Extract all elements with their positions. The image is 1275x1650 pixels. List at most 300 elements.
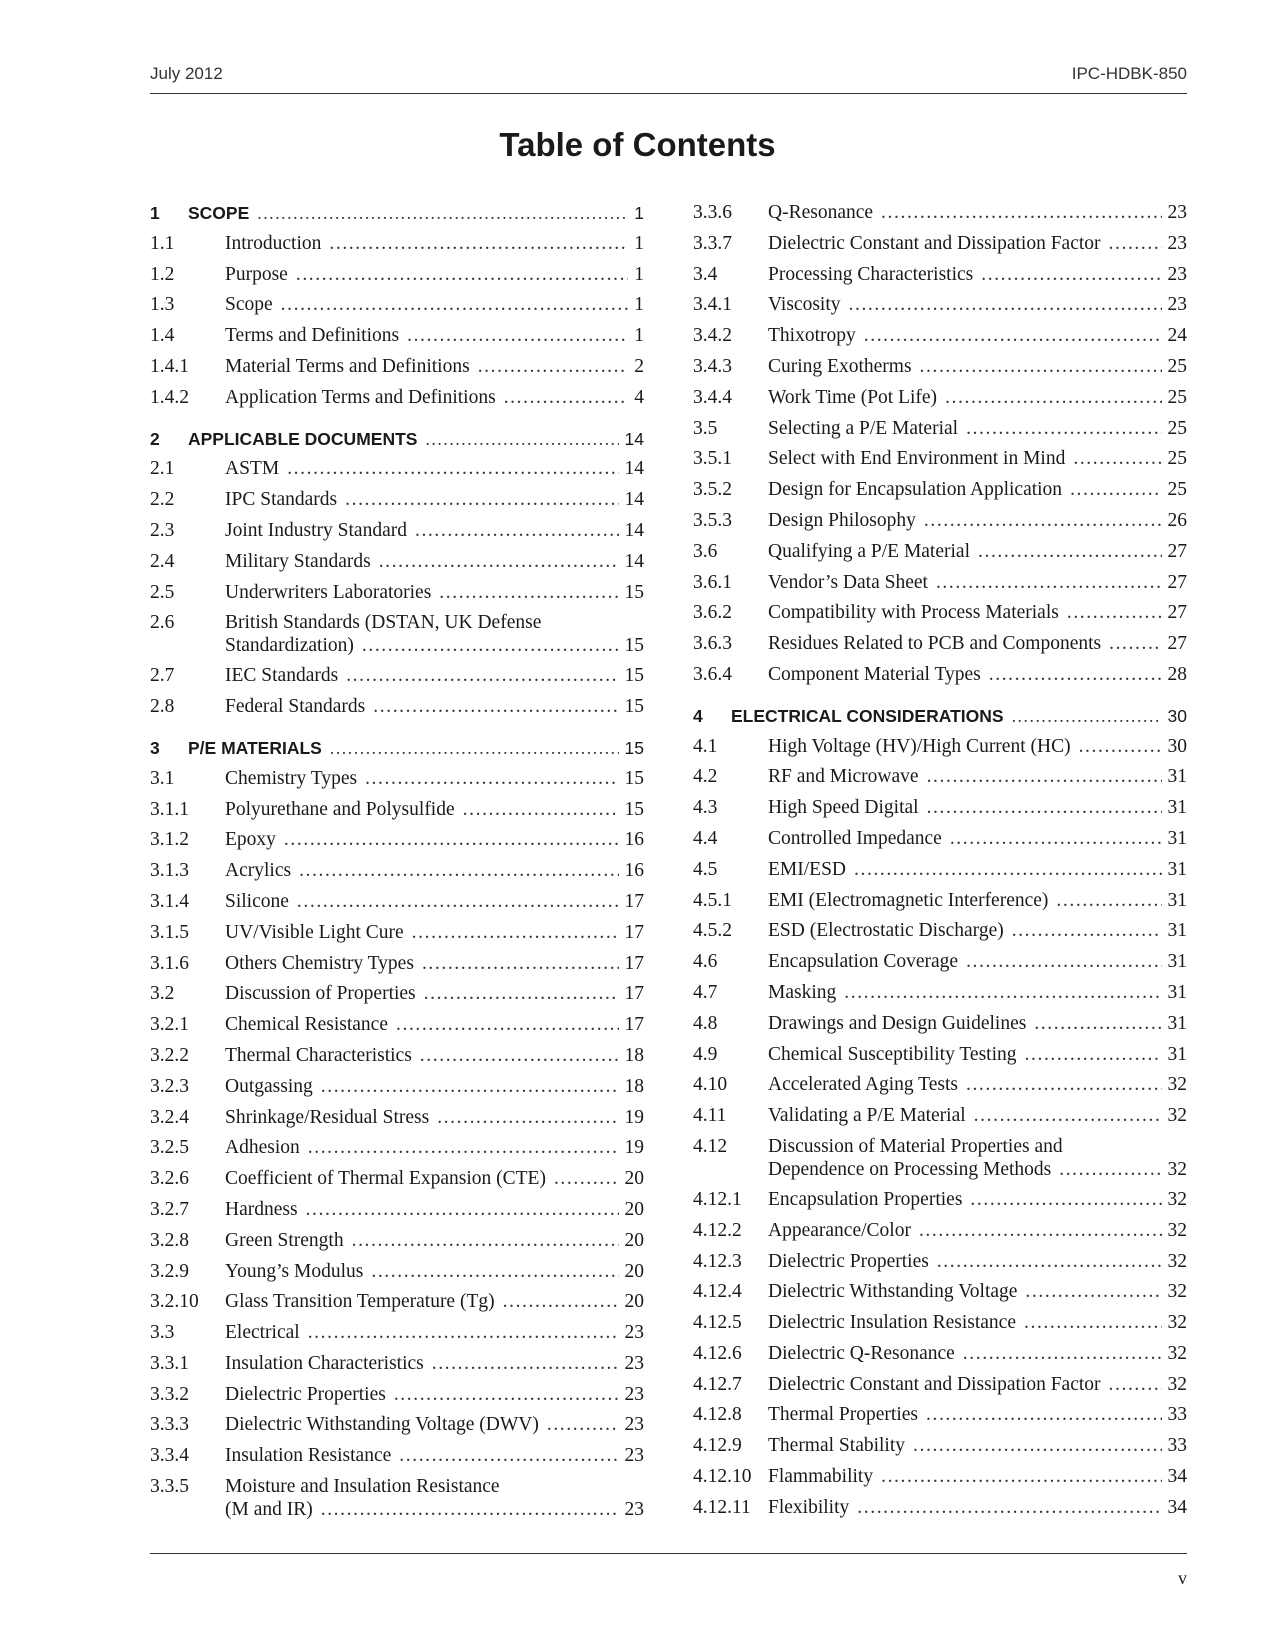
toc-entry-title: Appearance/Color bbox=[768, 1219, 911, 1241]
toc-entry-page: 32 bbox=[1167, 1281, 1187, 1303]
dot-leader bbox=[424, 979, 619, 1010]
toc-entry-page: 23 bbox=[624, 1445, 644, 1467]
toc-entry bbox=[693, 1132, 1187, 1185]
toc-entry bbox=[150, 1318, 644, 1349]
toc-entry bbox=[693, 660, 1187, 691]
toc-entry-title: Coefficient of Thermal Expansion (CTE) bbox=[225, 1168, 546, 1190]
dot-leader bbox=[296, 260, 628, 291]
toc-entry-number: 2.1 bbox=[150, 458, 175, 480]
toc-entry-number: 2 bbox=[150, 428, 160, 449]
toc-entry bbox=[693, 1400, 1187, 1431]
toc-entry-number: 1.4 bbox=[150, 325, 175, 347]
dot-leader bbox=[945, 383, 1161, 414]
toc-entry-page: 14 bbox=[624, 428, 644, 449]
toc-entry-page: 23 bbox=[624, 1322, 644, 1344]
toc-entry-title: Flammability bbox=[768, 1466, 874, 1488]
footer-rule bbox=[150, 1553, 1187, 1554]
page-title: Table of Contents bbox=[499, 126, 776, 163]
toc-entry-title: IEC Standards bbox=[225, 665, 339, 687]
toc-entry-title: Electrical bbox=[225, 1322, 300, 1344]
toc-entry-title: UV/Visible Light Cure bbox=[225, 921, 404, 943]
toc-entry bbox=[150, 383, 644, 414]
toc-entry-number: 4.12.10 bbox=[693, 1466, 752, 1488]
toc-entry bbox=[150, 1226, 644, 1257]
dot-leader bbox=[321, 1498, 619, 1521]
toc-entry-page: 23 bbox=[624, 1383, 644, 1405]
toc-entry-number: 4.12.3 bbox=[693, 1250, 742, 1272]
dot-leader bbox=[844, 978, 1161, 1009]
toc-entry bbox=[150, 1072, 644, 1103]
toc-entry-page: 32 bbox=[1167, 1312, 1187, 1334]
dot-leader bbox=[425, 424, 618, 455]
toc-entry-number: 4.5.1 bbox=[693, 889, 732, 911]
toc-entry-page: 31 bbox=[1167, 827, 1187, 849]
toc-entry-number: 3.3.3 bbox=[150, 1414, 189, 1436]
toc-entry-title: EMI/ESD bbox=[768, 858, 846, 880]
dot-leader bbox=[346, 661, 618, 692]
toc-entry-number: 3.1.5 bbox=[150, 921, 189, 943]
toc-entry-number: 3.2.1 bbox=[150, 1014, 189, 1036]
toc-entry-title: APPLICABLE DOCUMENTS bbox=[188, 428, 418, 449]
toc-column-left bbox=[150, 198, 644, 1525]
toc-entry-page: 31 bbox=[1167, 1043, 1187, 1065]
toc-entry-number: 2.6 bbox=[150, 612, 175, 634]
toc-entry-title: Terms and Definitions bbox=[225, 325, 400, 347]
dot-leader bbox=[936, 568, 1162, 599]
dot-leader bbox=[1109, 629, 1161, 660]
dot-leader bbox=[352, 1226, 619, 1257]
toc-entry-number: 1.3 bbox=[150, 294, 175, 316]
toc-entry-page: 20 bbox=[624, 1168, 644, 1190]
dot-leader bbox=[989, 660, 1162, 691]
toc-entry-page: 30 bbox=[1167, 705, 1187, 726]
dot-leader bbox=[1025, 1277, 1161, 1308]
toc-entry-number: 4.12.5 bbox=[693, 1312, 742, 1334]
toc-entry-number: 3.4.2 bbox=[693, 325, 732, 347]
toc-entry-title: Design for Encapsulation Application bbox=[768, 479, 1063, 501]
toc-entry-number: 3.2.2 bbox=[150, 1044, 189, 1066]
toc-entry bbox=[693, 1101, 1187, 1132]
toc-entry-page: 31 bbox=[1167, 951, 1187, 973]
toc-entry bbox=[693, 1070, 1187, 1101]
dot-leader bbox=[937, 1247, 1162, 1278]
toc-entry-title: Dependence on Processing Methods bbox=[768, 1158, 1052, 1180]
toc-entry-title: Underwriters Laboratories bbox=[225, 581, 432, 603]
toc-entry-number: 3.6.4 bbox=[693, 663, 732, 685]
dot-leader bbox=[299, 856, 618, 887]
toc-entry-title: Compatibility with Process Materials bbox=[768, 602, 1059, 624]
toc-entry bbox=[693, 762, 1187, 793]
toc-entry-title: Dielectric Constant and Dissipation Factor bbox=[768, 232, 1101, 254]
toc-entry bbox=[150, 825, 644, 856]
toc-entry bbox=[150, 795, 644, 826]
toc-entry-number: 3.1.3 bbox=[150, 860, 189, 882]
toc-entry-page: 17 bbox=[624, 952, 644, 974]
toc-entry-number: 3.3.4 bbox=[150, 1445, 189, 1467]
dot-leader bbox=[330, 733, 619, 764]
dot-leader bbox=[1067, 598, 1162, 629]
toc-entry-number: 4.12.6 bbox=[693, 1342, 742, 1364]
toc-entry-title: SCOPE bbox=[188, 203, 250, 223]
dot-leader bbox=[926, 1400, 1162, 1431]
toc-entry-title: Thixotropy bbox=[768, 325, 856, 347]
toc-entry bbox=[693, 1247, 1187, 1278]
toc-entry-title: Design Philosophy bbox=[768, 509, 916, 531]
toc-entry-number: 4.12.4 bbox=[693, 1281, 742, 1303]
dot-leader bbox=[1056, 886, 1161, 917]
toc-entry-number: 4.12.2 bbox=[693, 1219, 742, 1241]
toc-entry bbox=[693, 1370, 1187, 1401]
toc-entry-page: 15 bbox=[624, 696, 644, 718]
dot-leader bbox=[257, 198, 628, 229]
toc-entry-page: 32 bbox=[1167, 1342, 1187, 1364]
toc-entry-number: 3.4.3 bbox=[693, 355, 732, 377]
toc-entry-page: 17 bbox=[624, 890, 644, 912]
dot-leader bbox=[422, 949, 619, 980]
toc-entry-number: 2.5 bbox=[150, 581, 175, 603]
toc-entry-number: 3.3.2 bbox=[150, 1383, 189, 1405]
toc-entry-number: 3.3 bbox=[150, 1322, 175, 1344]
toc-entry-number: 3.6.2 bbox=[693, 602, 732, 624]
toc-entry-number: 4.12.9 bbox=[693, 1435, 742, 1457]
toc-entry bbox=[693, 1185, 1187, 1216]
toc-entry-page: 32 bbox=[1167, 1074, 1187, 1096]
toc-entry-page: 20 bbox=[624, 1260, 644, 1282]
dot-leader bbox=[966, 1070, 1162, 1101]
toc-entry-title: Work Time (Pot Life) bbox=[768, 386, 938, 408]
dot-leader bbox=[950, 824, 1162, 855]
dot-leader bbox=[362, 634, 619, 657]
toc-entry-number: 4.12.1 bbox=[693, 1188, 742, 1210]
toc-entry-page: 32 bbox=[1167, 1219, 1187, 1241]
toc-entry bbox=[693, 598, 1187, 629]
toc-entry-page: 23 bbox=[1167, 263, 1187, 285]
toc-entry-title: Validating a P/E Material bbox=[768, 1105, 966, 1127]
toc-entry-page: 31 bbox=[1167, 1012, 1187, 1034]
toc-entry-title: Curing Exotherms bbox=[768, 355, 912, 377]
dot-leader bbox=[1024, 1308, 1162, 1339]
toc-entry-title: Select with End Environment in Mind bbox=[768, 448, 1066, 470]
toc-entry bbox=[150, 229, 644, 260]
toc-entry-number: 2.4 bbox=[150, 550, 175, 572]
toc-entry-page: 25 bbox=[1167, 479, 1187, 501]
dot-leader bbox=[849, 290, 1162, 321]
toc-entry-number: 4.4 bbox=[693, 827, 718, 849]
toc-entry-title: Dielectric Properties bbox=[768, 1250, 929, 1272]
toc-entry-number: 3.6.1 bbox=[693, 571, 732, 593]
toc-entry bbox=[150, 1257, 644, 1288]
toc-entry bbox=[150, 856, 644, 887]
toc-entry bbox=[693, 1308, 1187, 1339]
toc-entry-number: 3.5.3 bbox=[693, 509, 732, 531]
toc-entry-number: 3.3.7 bbox=[693, 232, 732, 254]
toc-entry-title-line1: Discussion of Material Properties and bbox=[768, 1135, 1063, 1157]
toc-entry-title: (M and IR) bbox=[225, 1499, 313, 1521]
dot-leader bbox=[970, 1185, 1161, 1216]
toc-entry-number: 3.2.9 bbox=[150, 1260, 189, 1282]
toc-entry-number: 3.2.6 bbox=[150, 1168, 189, 1190]
toc-entry-number: 1.4.1 bbox=[150, 355, 189, 377]
toc-entry-number: 4.6 bbox=[693, 951, 718, 973]
toc-entry-number: 4.8 bbox=[693, 1012, 718, 1034]
dot-leader bbox=[966, 414, 1161, 445]
toc-entry-title-line1: Moisture and Insulation Resistance bbox=[225, 1476, 500, 1498]
dot-leader bbox=[913, 1431, 1161, 1462]
toc-entry-number: 3.1.2 bbox=[150, 829, 189, 851]
toc-entry-page: 31 bbox=[1167, 797, 1187, 819]
toc-entry bbox=[150, 547, 644, 578]
toc-entry bbox=[150, 1287, 644, 1318]
dot-leader bbox=[919, 1216, 1162, 1247]
dot-leader bbox=[963, 1339, 1162, 1370]
toc-entry-number: 4.12.11 bbox=[693, 1496, 751, 1518]
toc-entry-title: Material Terms and Definitions bbox=[225, 355, 470, 377]
toc-entry-page: 31 bbox=[1167, 920, 1187, 942]
toc-entry-title: Outgassing bbox=[225, 1075, 313, 1097]
toc-entry bbox=[693, 568, 1187, 599]
toc-entry-page: 27 bbox=[1167, 540, 1187, 562]
toc-entry-title: Masking bbox=[768, 981, 837, 1003]
toc-entry-title-line1: British Standards (DSTAN, UK Defense bbox=[225, 612, 542, 634]
toc-entry bbox=[150, 608, 644, 661]
toc-entry-page: 24 bbox=[1167, 325, 1187, 347]
toc-entry-number: 3.4.4 bbox=[693, 386, 732, 408]
toc-entry-page: 26 bbox=[1167, 509, 1187, 531]
toc-entry-title: Component Material Types bbox=[768, 663, 981, 685]
toc-entry-number: 1.2 bbox=[150, 263, 175, 285]
toc-entry bbox=[693, 793, 1187, 824]
toc-entry bbox=[150, 1472, 644, 1525]
toc-entry-number: 4.3 bbox=[693, 797, 718, 819]
toc-entry bbox=[693, 1009, 1187, 1040]
toc-entry bbox=[693, 1339, 1187, 1370]
toc-entry-title: Military Standards bbox=[225, 550, 371, 572]
toc-entry-page: 31 bbox=[1167, 889, 1187, 911]
toc-entry bbox=[693, 855, 1187, 886]
toc-entry-title: Epoxy bbox=[225, 829, 276, 851]
toc-entry-number: 3.2.7 bbox=[150, 1198, 189, 1220]
toc-entry-number: 4.12.8 bbox=[693, 1404, 742, 1426]
toc-entry-page: 28 bbox=[1167, 663, 1187, 685]
dot-leader bbox=[503, 1287, 619, 1318]
toc-entry-number: 3.5.2 bbox=[693, 479, 732, 501]
toc-entry-number: 3.3.5 bbox=[150, 1476, 189, 1498]
toc-entry bbox=[150, 1380, 644, 1411]
toc-entry-number: 1 bbox=[150, 203, 160, 223]
dot-leader bbox=[1059, 1158, 1161, 1181]
toc-entry bbox=[693, 916, 1187, 947]
toc-entry-number: 4.7 bbox=[693, 981, 718, 1003]
dot-leader bbox=[1070, 475, 1161, 506]
toc-entry bbox=[693, 629, 1187, 660]
toc-entry bbox=[693, 886, 1187, 917]
toc-entry bbox=[150, 764, 644, 795]
toc-entry-title: Insulation Characteristics bbox=[225, 1352, 424, 1374]
toc-entry bbox=[150, 949, 644, 980]
toc-entry-number: 3.2.5 bbox=[150, 1137, 189, 1159]
dot-leader bbox=[463, 795, 619, 826]
dot-leader bbox=[1034, 1009, 1161, 1040]
dot-leader bbox=[1109, 1370, 1162, 1401]
dot-leader bbox=[284, 825, 619, 856]
toc-entry-title: Discussion of Properties bbox=[225, 983, 416, 1005]
toc-entry-page: 30 bbox=[1167, 735, 1187, 757]
toc-entry-title: Adhesion bbox=[225, 1137, 300, 1159]
toc-entry-page: 31 bbox=[1167, 766, 1187, 788]
toc-entry-title: Chemical Susceptibility Testing bbox=[768, 1043, 1017, 1065]
toc-entry bbox=[693, 506, 1187, 537]
toc-entry-title: Standardization) bbox=[225, 635, 354, 657]
toc-entry-page: 2 bbox=[634, 355, 644, 377]
dot-leader bbox=[281, 290, 629, 321]
toc-entry-title: Drawings and Design Guidelines bbox=[768, 1012, 1027, 1034]
toc-entry-page: 32 bbox=[1167, 1250, 1187, 1272]
toc-entry-number: 2.7 bbox=[150, 665, 175, 687]
toc-entry-page: 15 bbox=[624, 798, 644, 820]
toc-entry-title: IPC Standards bbox=[225, 489, 338, 511]
toc-entry-number: 4.5 bbox=[693, 858, 718, 880]
toc-entry bbox=[150, 1349, 644, 1380]
dot-leader bbox=[857, 1493, 1161, 1524]
toc-entry bbox=[150, 1195, 644, 1226]
toc-entry-title: Green Strength bbox=[225, 1229, 344, 1251]
toc-entry-page: 31 bbox=[1167, 981, 1187, 1003]
toc-entry-title: EMI (Electromagnetic Interference) bbox=[768, 889, 1049, 911]
toc-entry bbox=[150, 918, 644, 949]
toc-entry-number: 2.8 bbox=[150, 696, 175, 718]
toc-entry-page: 1 bbox=[634, 203, 644, 223]
dot-leader bbox=[504, 383, 629, 414]
toc-entry-number: 3.6.3 bbox=[693, 633, 732, 655]
toc-entry-page: 27 bbox=[1167, 633, 1187, 655]
toc-entry-title: Accelerated Aging Tests bbox=[768, 1074, 958, 1096]
toc-entry-page: 25 bbox=[1167, 386, 1187, 408]
toc-entry-number: 3 bbox=[150, 737, 160, 758]
toc-column-right bbox=[693, 198, 1187, 1524]
toc-entry-number: 4.2 bbox=[693, 766, 718, 788]
toc-entry-page: 23 bbox=[1167, 294, 1187, 316]
dot-leader bbox=[920, 352, 1162, 383]
dot-leader bbox=[437, 1103, 618, 1134]
toc-entry-page: 23 bbox=[1167, 232, 1187, 254]
toc-entry-title: Shrinkage/Residual Stress bbox=[225, 1106, 430, 1128]
toc-entry bbox=[693, 1462, 1187, 1493]
toc-entry-title: Thermal Properties bbox=[768, 1404, 918, 1426]
toc-entry bbox=[150, 1133, 644, 1164]
dot-leader bbox=[439, 578, 618, 609]
toc-entry-page: 17 bbox=[624, 983, 644, 1005]
dot-leader bbox=[345, 485, 618, 516]
toc-entry-number: 3.2.10 bbox=[150, 1291, 199, 1313]
dot-leader bbox=[1012, 701, 1162, 732]
dot-leader bbox=[1079, 732, 1162, 763]
toc-entry-title: Dielectric Properties bbox=[225, 1383, 386, 1405]
dot-leader bbox=[547, 1410, 619, 1441]
toc-entry bbox=[693, 444, 1187, 475]
dot-leader bbox=[978, 537, 1162, 568]
toc-entry-page: 23 bbox=[624, 1499, 644, 1521]
toc-entry bbox=[150, 1041, 644, 1072]
toc-entry bbox=[150, 979, 644, 1010]
toc-entry bbox=[693, 290, 1187, 321]
dot-leader bbox=[329, 229, 628, 260]
toc-entry-page: 1 bbox=[634, 263, 644, 285]
toc-entry bbox=[150, 454, 644, 485]
toc-entry bbox=[150, 692, 644, 723]
toc-entry-page: 27 bbox=[1167, 602, 1187, 624]
dot-leader bbox=[854, 855, 1162, 886]
toc-entry-page: 18 bbox=[624, 1075, 644, 1097]
toc-entry-title: Scope bbox=[225, 294, 273, 316]
toc-entry-title: Acrylics bbox=[225, 860, 292, 882]
toc-entry-title: Federal Standards bbox=[225, 696, 366, 718]
toc-entry bbox=[693, 824, 1187, 855]
toc-entry-page: 15 bbox=[624, 737, 644, 758]
toc-entry-title: Polyurethane and Polysulfide bbox=[225, 798, 455, 820]
dot-leader bbox=[924, 506, 1162, 537]
toc-entry-page: 20 bbox=[624, 1198, 644, 1220]
dot-leader bbox=[881, 198, 1161, 229]
toc-entry-title: Application Terms and Definitions bbox=[225, 386, 496, 408]
toc-entry bbox=[150, 516, 644, 547]
toc-entry-title: Dielectric Q-Resonance bbox=[768, 1342, 955, 1364]
toc-entry-number: 3.5 bbox=[693, 417, 718, 439]
toc-entry-number: 3.3.1 bbox=[150, 1352, 189, 1374]
toc-entry-title: Glass Transition Temperature (Tg) bbox=[225, 1291, 495, 1313]
toc-entry-title: Processing Characteristics bbox=[768, 263, 974, 285]
toc-entry-page: 32 bbox=[1167, 1373, 1187, 1395]
toc-entry bbox=[693, 1216, 1187, 1247]
toc-entry bbox=[150, 887, 644, 918]
toc-entry-title: Chemistry Types bbox=[225, 767, 358, 789]
toc-entry bbox=[150, 321, 644, 352]
toc-entry-title: Qualifying a P/E Material bbox=[768, 540, 970, 562]
dot-leader bbox=[297, 887, 619, 918]
toc-entry-page: 15 bbox=[624, 665, 644, 687]
toc-entry-title: Joint Industry Standard bbox=[225, 519, 407, 541]
toc-entry-title: Encapsulation Coverage bbox=[768, 951, 959, 973]
dot-leader bbox=[966, 947, 1161, 978]
dot-leader bbox=[981, 260, 1161, 291]
toc-entry-page: 4 bbox=[634, 386, 644, 408]
toc-entry bbox=[150, 1410, 644, 1441]
dot-leader bbox=[554, 1164, 619, 1195]
toc-entry-number: 3.6 bbox=[693, 540, 718, 562]
toc-entry bbox=[150, 661, 644, 692]
toc-entry-title: Purpose bbox=[225, 263, 288, 285]
toc-entry-page: 17 bbox=[624, 921, 644, 943]
toc-entry-page: 25 bbox=[1167, 355, 1187, 377]
toc-entry-title: Silicone bbox=[225, 890, 289, 912]
toc-entry-title: Insulation Resistance bbox=[225, 1445, 392, 1467]
toc-entry-page: 23 bbox=[1167, 202, 1187, 223]
dot-leader bbox=[1012, 916, 1162, 947]
toc-entry-title: ELECTRICAL CONSIDERATIONS bbox=[731, 705, 1004, 726]
toc-entry-title: Dielectric Insulation Resistance bbox=[768, 1312, 1016, 1334]
toc-entry-title: Hardness bbox=[225, 1198, 298, 1220]
toc-entry-page: 16 bbox=[624, 860, 644, 882]
toc-entry-title: ESD (Electrostatic Discharge) bbox=[768, 920, 1004, 942]
toc-chapter-entry bbox=[150, 733, 644, 764]
dot-leader bbox=[396, 1010, 619, 1041]
toc-entry-title: Flexibility bbox=[768, 1496, 850, 1518]
toc-entry-title: P/E MATERIALS bbox=[188, 737, 322, 758]
toc-entry-page: 23 bbox=[624, 1352, 644, 1374]
toc-entry-number: 4 bbox=[693, 705, 703, 726]
dot-leader bbox=[432, 1349, 619, 1380]
toc-entry-page: 20 bbox=[624, 1229, 644, 1251]
toc-entry-page: 14 bbox=[624, 519, 644, 541]
